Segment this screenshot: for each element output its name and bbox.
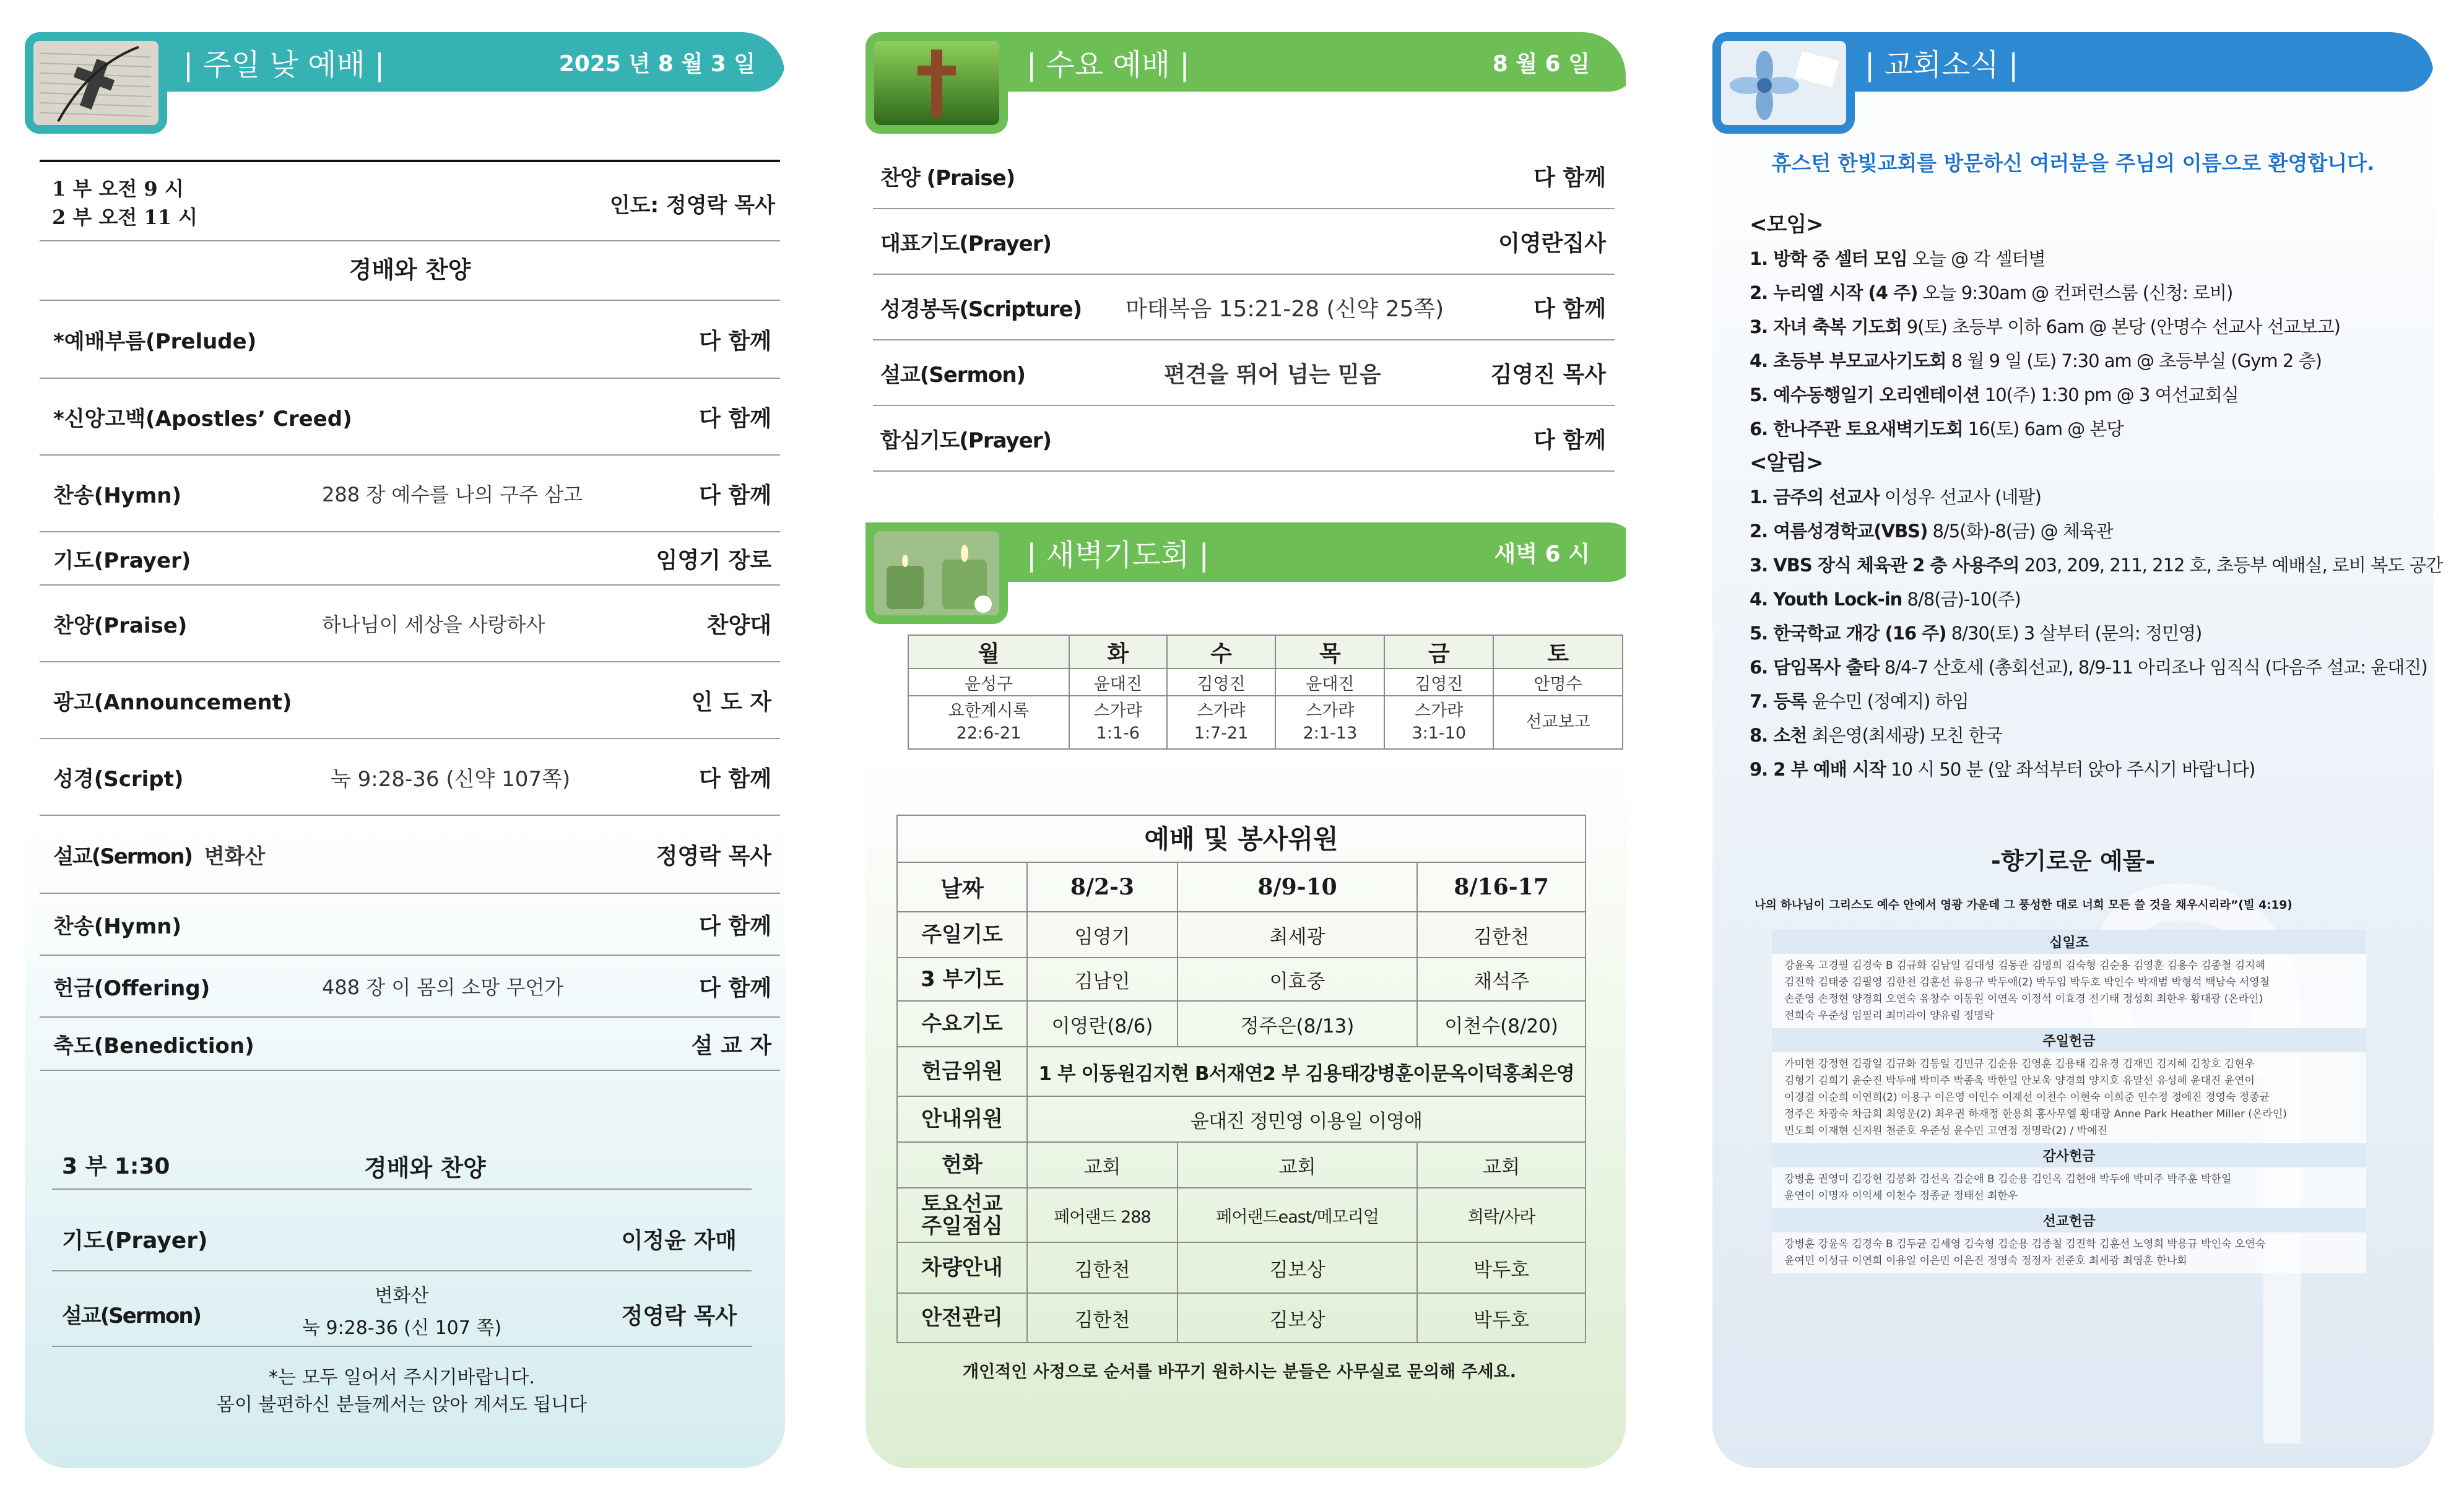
- servants-cell: 채석주: [1417, 958, 1586, 1001]
- sunday-time-block: [40, 160, 780, 241]
- dawn-text: [1069, 696, 1167, 749]
- notice-item-detail: 203, 209, 211, 212 호, 초등부 예배실, 로비 복도 공간: [2019, 555, 2443, 576]
- servants-cell: 김보상: [1178, 1293, 1417, 1343]
- wed-order-row: [873, 406, 1615, 472]
- servants-role: [897, 1142, 1027, 1188]
- notice-item-detail: 8/4-7 산호세 (총회선교), 8/9-11 아리조나 임직식 (다음주 설교: 윤대진): [1879, 657, 2427, 678]
- offering-category: 선교헌금: [1772, 1208, 2366, 1232]
- servants-role: [897, 912, 1027, 958]
- servants-cell: 김남인: [1027, 958, 1178, 1001]
- order-label: *신앙고백(Apostles’ Creed): [53, 406, 352, 431]
- order-label: 기도(Prayer): [53, 548, 191, 573]
- servants-cell: 임영기: [1027, 912, 1178, 958]
- meeting-item-title: 6. 한나주관 토요새벽기도회: [1750, 418, 1963, 439]
- servants-cell: 정주은(8/13): [1178, 1001, 1417, 1047]
- order-row: [40, 956, 780, 1018]
- notice-item: [1750, 582, 2442, 617]
- news-list: [1750, 208, 2442, 787]
- order-label: 헌금(Offering): [53, 976, 210, 1001]
- dawn-table: [908, 634, 1623, 750]
- order-leader: 정영락 목사: [656, 843, 771, 869]
- servants-cell: 페어랜드east/메모리얼: [1178, 1188, 1417, 1242]
- meeting-item-detail: 16(토) 6am @ 본당: [1963, 418, 2123, 439]
- meeting-item-title: 1. 방학 중 셀터 모임: [1750, 248, 1907, 269]
- notice-item-title: 5. 한국학교 개강 (16 주): [1750, 623, 1946, 644]
- offering-line: 손준영 손정현 양경희 오연숙 유창수 이동원 이연옥 이정석 이효경 전기태 정성희 최한우 황대광 (온라인): [1784, 993, 2263, 1005]
- meeting-item-title: 4. 초등부 부모교사기도회: [1750, 350, 1946, 371]
- offering-line: 이경걸 이순희 이연희(2) 이용구 이은영 이인수 이재선 이천수 이현숙 이희준 인수정 정에진 정영숙 정종균: [1784, 1091, 2270, 1104]
- sunday-date: 2025 년 8 월 3 일: [558, 51, 755, 77]
- dawn-day: 수: [1167, 635, 1276, 669]
- servants-role: [897, 1047, 1027, 1096]
- sunday-section-title: 경배와 찬양: [40, 241, 780, 301]
- servants-row: [897, 1293, 1586, 1343]
- sunday-notes: [52, 1364, 752, 1419]
- servants-role-line: 주일기도: [921, 922, 1003, 947]
- notice-item: [1750, 685, 2442, 719]
- servants-row: [897, 1047, 1586, 1096]
- order-label: 성경(Script): [53, 766, 184, 792]
- notice-item-title: 8. 소천: [1750, 725, 1807, 746]
- dawn-text: [1493, 696, 1623, 749]
- order-row: [40, 586, 780, 662]
- servants-role-line: 헌화: [942, 1153, 983, 1177]
- offering-line: 정주은 차광숙 차금희 최영운(2) 최우권 하재정 한용희 홍사무엘 황대광 Anne Park Heather Miller (온라인): [1784, 1108, 2287, 1120]
- servants-role: [897, 1242, 1027, 1293]
- third-sermon-title: 변화산: [375, 1285, 429, 1307]
- servants-row: [897, 912, 1586, 958]
- notice-item: [1750, 480, 2442, 514]
- offering-line: 윤여민 이성규 이연희 이용일 이은민 이은진 정영숙 정정자 전준호 최세광 최영훈 한나회: [1784, 1255, 2187, 1267]
- meeting-item-detail: 오늘 @ 각 셀터별: [1907, 248, 2045, 269]
- notice-item-detail: 최은영(최세광) 모친 한국: [1807, 725, 2002, 746]
- notices-heading: <알림>: [1750, 451, 1823, 475]
- offering-line: 윤연이 이명자 이익세 이천수 정종균 정태선 최한우: [1784, 1190, 2018, 1202]
- offering-list: [1772, 930, 2366, 1273]
- dawn-text: [1384, 696, 1493, 749]
- order-leader: 임영기 장로: [656, 547, 771, 573]
- dawn-leader: 윤대진: [1275, 669, 1384, 696]
- order-leader: 인 도 자: [691, 689, 771, 715]
- dawn-verse: 2:1-13: [1303, 724, 1358, 743]
- servants-cell: 김보상: [1178, 1242, 1417, 1293]
- notice-item: [1750, 719, 2442, 753]
- wed-order-leader: 다 함께: [1533, 296, 1606, 322]
- order-row: [40, 894, 780, 956]
- dawn-book: 스가랴: [1093, 701, 1142, 721]
- time-first: 1 부 오전 9 시: [52, 177, 184, 201]
- third-prayer-row: [52, 1190, 752, 1271]
- third-sermon-label: 설교(Sermon): [62, 1304, 201, 1328]
- dawn-leader: 김영진: [1384, 669, 1493, 696]
- order-detail: 눅 9:28-36 (신약 107쪽): [331, 766, 571, 792]
- notice-item: [1750, 753, 2442, 787]
- servants-row: [897, 1096, 1586, 1142]
- order-row: [40, 662, 780, 739]
- dawn-leader: 윤대진: [1069, 669, 1167, 696]
- wednesday-title: | 수요 예배 |: [1026, 47, 1190, 82]
- order-leader: 다 함께: [699, 766, 771, 792]
- servants-role: [897, 1188, 1027, 1242]
- book-cross-photo: [25, 32, 167, 134]
- wed-order-detail: 마태복음 15:21-28 (신약 25쪽): [1126, 296, 1444, 322]
- notice-item: [1750, 548, 2442, 582]
- wed-order-leader: 이영란집사: [1498, 230, 1606, 256]
- servants-role-line: 헌금위원: [921, 1059, 1003, 1084]
- wed-order-label: 성경봉독(Scripture): [880, 297, 1082, 322]
- servants-row: [897, 1188, 1586, 1242]
- servants-cell: 박두호: [1417, 1293, 1586, 1343]
- dawn-verse: 1:1-6: [1096, 724, 1140, 743]
- meeting-item: [1750, 242, 2442, 276]
- dawn-day: 토: [1493, 635, 1623, 669]
- notice-item: [1750, 514, 2442, 548]
- order-detail: 288 장 예수를 나의 구주 삼고: [322, 483, 583, 506]
- dawn-leader: 윤성구: [908, 669, 1069, 696]
- servants-cell: 박두호: [1417, 1242, 1586, 1293]
- dawn-day: 월: [908, 635, 1069, 669]
- servants-header: 8/16-17: [1417, 862, 1586, 912]
- meeting-item-detail: 10(주) 1:30 pm @ 3 여선교회실: [1979, 384, 2239, 405]
- servants-role-line: 주일점심: [921, 1214, 1003, 1239]
- note-stand: *는 모두 일어서 주시기바랍니다.: [269, 1367, 535, 1388]
- third-prayer-leader: 이정윤 자매: [621, 1228, 737, 1253]
- order-leader: 다 함께: [699, 482, 771, 508]
- order-row: [40, 456, 780, 532]
- dawn-leader: 김영진: [1167, 669, 1276, 696]
- dawn-book: 요한계시록: [948, 701, 1030, 721]
- wed-order-label: 대표기도(Prayer): [880, 231, 1052, 256]
- servants-table: [896, 862, 1586, 1343]
- servants-note: 개인적인 사정으로 순서를 바꾸기 원하시는 분들은 사무실로 문의해 주세요.: [963, 1362, 1516, 1382]
- servants-header: 날짜: [897, 862, 1027, 912]
- order-row: [40, 816, 780, 894]
- order-leader: 다 함께: [699, 405, 771, 431]
- offering-line: 김진학 김태중 김필영 김한천 김훈선 류용규 박두애(2) 박두임 박두호 박인수 박재범 박형석 백남숙 서영철: [1784, 976, 2270, 989]
- meeting-item-title: 5. 예수동행일기 오리엔테이션: [1750, 384, 1980, 405]
- notice-item-title: 3. VBS 장식 체육관 2 층 사용주의: [1750, 555, 2019, 576]
- third-prayer-label: 기도(Prayer): [62, 1228, 208, 1253]
- servants-cell: 교회: [1417, 1142, 1586, 1188]
- gift-title: -향기로운 예물-: [1990, 847, 2156, 875]
- notice-item-detail: 이성우 선교사 (네팔): [1879, 487, 2041, 508]
- servants-role-line: 안전관리: [921, 1305, 1003, 1330]
- wed-order-label: 합심기도(Prayer): [880, 428, 1052, 453]
- wed-order-row: [873, 275, 1615, 340]
- servants-row: [897, 1142, 1586, 1188]
- order-leader: 다 함께: [699, 913, 771, 939]
- servants-role-line: 3 부기도: [920, 967, 1004, 992]
- servants-role: [897, 1096, 1027, 1142]
- order-leader: 다 함께: [699, 975, 771, 1001]
- servants-role: [897, 958, 1027, 1001]
- order-label: 찬송(Hymn): [53, 914, 182, 939]
- candles-photo: [865, 522, 1008, 624]
- meeting-item: [1750, 412, 2442, 446]
- dawn-verse: 3:1-10: [1412, 724, 1467, 743]
- dawn-day: 목: [1275, 635, 1384, 669]
- meeting-item-detail: 8 월 9 일 (토) 7:30 am @ 초등부실 (Gym 2 층): [1946, 350, 2322, 371]
- servants-cell: 김한천: [1027, 1293, 1178, 1343]
- offering-line: 전희숙 우준성 임필리 최미라이 양유림 정명락: [1784, 1010, 1995, 1022]
- dawn-verse: 22:6-21: [956, 724, 1022, 743]
- meeting-item-detail: 9(토) 초등부 이하 6am @ 본당 (안명수 선교사 선교보고): [1901, 316, 2340, 337]
- meeting-item: [1750, 378, 2442, 412]
- servants-title: 예배 및 봉사위원: [896, 815, 1586, 862]
- order-label: 축도(Benediction): [53, 1033, 254, 1059]
- notice-item-detail: 8/5(화)-8(금) @ 체육관: [1927, 521, 2113, 542]
- servants-header-row: [897, 862, 1586, 912]
- servants-cell: 김한천: [1027, 1242, 1178, 1293]
- meeting-item-title: 2. 누리엘 시작 (4 주): [1750, 282, 1918, 303]
- servants-role-line: 토요선교: [921, 1192, 1003, 1216]
- notice-item-title: 6. 담임목사 출타: [1750, 657, 1880, 678]
- wed-order-detail: 편견을 뛰어 넘는 믿음: [1164, 362, 1381, 387]
- servants-role-line: 차량안내: [921, 1255, 1003, 1280]
- offering-names: [1772, 1232, 2366, 1273]
- notice-item-detail: 8/8(금)-10(주): [1902, 589, 2021, 610]
- servants-cell: 교회: [1178, 1142, 1417, 1188]
- welcome-message: 휴스턴 한빛교회를 방문하신 여러분을 주님의 이름으로 환영합니다.: [1771, 151, 2375, 175]
- servants-cell: 이효중: [1178, 958, 1417, 1001]
- order-row: [40, 739, 780, 816]
- dawn-text: [1167, 696, 1276, 749]
- servants-row: [897, 1242, 1586, 1293]
- third-section: 경배와 찬양: [364, 1154, 486, 1182]
- order-detail: 488 장 이 몸의 소망 무언가: [322, 976, 564, 999]
- notice-item: [1750, 617, 2442, 651]
- notice-item-title: 4. Youth Lock-in: [1750, 589, 1902, 610]
- meeting-item: [1750, 276, 2442, 310]
- order-label: 찬양(Praise): [53, 613, 188, 638]
- wooden-cross-photo: [865, 32, 1008, 134]
- wed-order-row: [873, 340, 1615, 406]
- meeting-item-detail: 오늘 9:30am @ 컨퍼런스룸 (신청: 로비): [1917, 282, 2233, 303]
- meeting-item-title: 3. 자녀 축복 기도회: [1750, 316, 1902, 337]
- dawn-book: 스가랴: [1415, 701, 1464, 721]
- order-detail: 하나님이 세상을 사랑하사: [322, 613, 545, 636]
- third-sermon-row: [52, 1271, 752, 1347]
- notice-item-title: 7. 등록: [1750, 691, 1807, 712]
- third-time: 3 부 1:30: [62, 1154, 170, 1179]
- order-row: [40, 532, 780, 586]
- servants-header: 8/2-3: [1027, 862, 1178, 912]
- offering-category: 감사헌금: [1772, 1143, 2366, 1167]
- servants-cell: 희락/사라: [1417, 1188, 1586, 1242]
- order-leader: 설 교 자: [691, 1033, 771, 1059]
- wed-order-leader: 다 함께: [1533, 165, 1606, 191]
- servants-role-line: 안내위원: [921, 1107, 1003, 1132]
- servants-cell: 이천수(8/20): [1417, 1001, 1586, 1047]
- offering-line: 강병훈 강윤옥 김경숙 B 김두균 김세영 김숙형 김순용 김종철 김진학 김훈선 노영희 박용규 박인숙 오연숙: [1784, 1238, 2266, 1250]
- leader: 인도: 정영락 목사: [609, 193, 775, 218]
- servants-cell: 김한천: [1417, 912, 1586, 958]
- notice-item-detail: 윤수민 (정예지) 하임: [1807, 691, 1969, 712]
- servants-cell: 교회: [1027, 1142, 1178, 1188]
- notice-item-detail: 8/30(토) 3 살부터 (문의: 정민영): [1946, 623, 2202, 644]
- offering-line: 가미현 강정헌 김광일 김규화 김동일 김민규 김순용 김영훈 김용태 김유경 김재민 김지혜 김창호 김현우: [1784, 1058, 2255, 1070]
- dawn-time: 새벽 6 시: [1494, 541, 1590, 567]
- dawn-book: 스가랴: [1197, 701, 1246, 721]
- time-second: 2 부 오전 11 시: [52, 206, 198, 229]
- dawn-book: 스가랴: [1306, 701, 1355, 721]
- wed-order-label: 설교(Sermon): [880, 362, 1026, 387]
- third-service-header: [52, 1133, 752, 1190]
- flower-photo: [1712, 32, 1855, 134]
- wed-order-label: 찬양 (Praise): [880, 165, 1015, 191]
- dawn-title: | 새벽기도회 |: [1026, 537, 1209, 573]
- dawn-text: [908, 696, 1069, 749]
- dawn-leader: 안명수: [1493, 669, 1623, 696]
- servants-span: 1 부 이동원김지현 B서재연2 부 김용태강병훈이문옥이덕홍최은영: [1027, 1047, 1586, 1096]
- wednesday-date: 8 월 6 일: [1492, 51, 1590, 77]
- notice-item-title: 9. 2 부 예배 시작: [1750, 759, 1886, 780]
- servants-span: 윤대진 정민영 이용일 이영애: [1027, 1096, 1586, 1142]
- dawn-day: 화: [1069, 635, 1167, 669]
- order-detail: 변화산: [204, 844, 266, 869]
- news-title: | 교회소식 |: [1865, 47, 2019, 82]
- order-label: 광고(Announcement): [53, 690, 292, 715]
- offering-category: 주일헌금: [1772, 1028, 2366, 1052]
- notice-item-detail: 10 시 50 분 (앞 좌석부터 앉아 주시기 바랍니다): [1885, 759, 2255, 780]
- offering-line: 민도희 이재현 신지원 천준호 우준성 윤수민 고연정 정명락(2) / 박예진: [1784, 1125, 2107, 1137]
- order-label: 찬송(Hymn): [53, 483, 182, 508]
- meeting-item: [1750, 344, 2442, 378]
- servants-row: [897, 1001, 1586, 1047]
- order-row: [40, 379, 780, 456]
- servants-cell: 페어랜드 288: [1027, 1188, 1178, 1242]
- third-preacher: 정영락 목사: [621, 1304, 737, 1329]
- servants-cell: 이영란(8/6): [1027, 1001, 1178, 1047]
- offering-names: [1772, 1052, 2366, 1143]
- offering-category: 십일조: [1772, 930, 2366, 954]
- wed-order-leader: 다 함께: [1533, 427, 1606, 453]
- notice-item: [1750, 651, 2442, 685]
- sunday-title: | 주일 낮 예배 |: [183, 47, 385, 82]
- offering-line: 김형기 김희기 윤순진 박두애 박미주 박종욱 박한일 안보욱 양경희 양지호 유말선 유성혜 윤대진 윤연이: [1784, 1075, 2255, 1087]
- dawn-text: [1275, 696, 1384, 749]
- dawn-book: 선교보고: [1525, 712, 1590, 732]
- note-sit: 몸이 불편하신 분들께서는 앉아 계셔도 됩니다: [216, 1394, 588, 1416]
- order-row: [40, 1018, 780, 1071]
- notice-item-title: 1. 금주의 선교사: [1750, 487, 1880, 508]
- order-leader: 다 함께: [699, 328, 771, 354]
- servants-row: [897, 958, 1586, 1001]
- offering-names: [1772, 1167, 2366, 1208]
- meeting-item: [1750, 310, 2442, 344]
- servants-role: [897, 1293, 1027, 1343]
- notice-item-title: 2. 여름성경학교(VBS): [1750, 521, 1928, 542]
- order-row: [40, 301, 780, 379]
- servants-role-line: 수요기도: [921, 1011, 1003, 1036]
- wed-order-row: [873, 209, 1615, 275]
- wed-order-leader: 김영진 목사: [1490, 362, 1606, 387]
- wed-order-row: [873, 144, 1615, 209]
- meetings-heading: <모임>: [1750, 212, 1823, 237]
- third-sermon-ref: 눅 9:28-36 (신 107 쪽): [301, 1317, 502, 1339]
- offering-names: [1772, 954, 2366, 1028]
- dawn-verse: 1:7-21: [1194, 724, 1249, 743]
- gift-verse: 나의 하나님이 그리스도 예수 안에서 영광 가운데 그 풍성한 대로 너희 모든 쓸 것을 채우시리라”(빌 4:19): [1755, 899, 2293, 912]
- order-label: *예배부름(Prelude): [53, 329, 257, 354]
- order-leader: 찬양대: [706, 612, 771, 638]
- servants-header: 8/9-10: [1178, 862, 1417, 912]
- servants-role: [897, 1001, 1027, 1047]
- dawn-day: 금: [1384, 635, 1493, 669]
- order-label: 설교(Sermon): [53, 844, 193, 869]
- servants-cell: 최세광: [1178, 912, 1417, 958]
- offering-line: 강윤옥 고경필 김경숙 B 김규화 김남일 김대성 김동관 김명희 김숙형 김순용 김영훈 김용수 김종철 김지혜: [1784, 959, 2266, 972]
- offering-line: 강병훈 권영미 김강현 김봉화 김선옥 김순애 B 김순용 김인옥 김현애 박두애 박미주 박주훈 박한일: [1784, 1173, 2232, 1185]
